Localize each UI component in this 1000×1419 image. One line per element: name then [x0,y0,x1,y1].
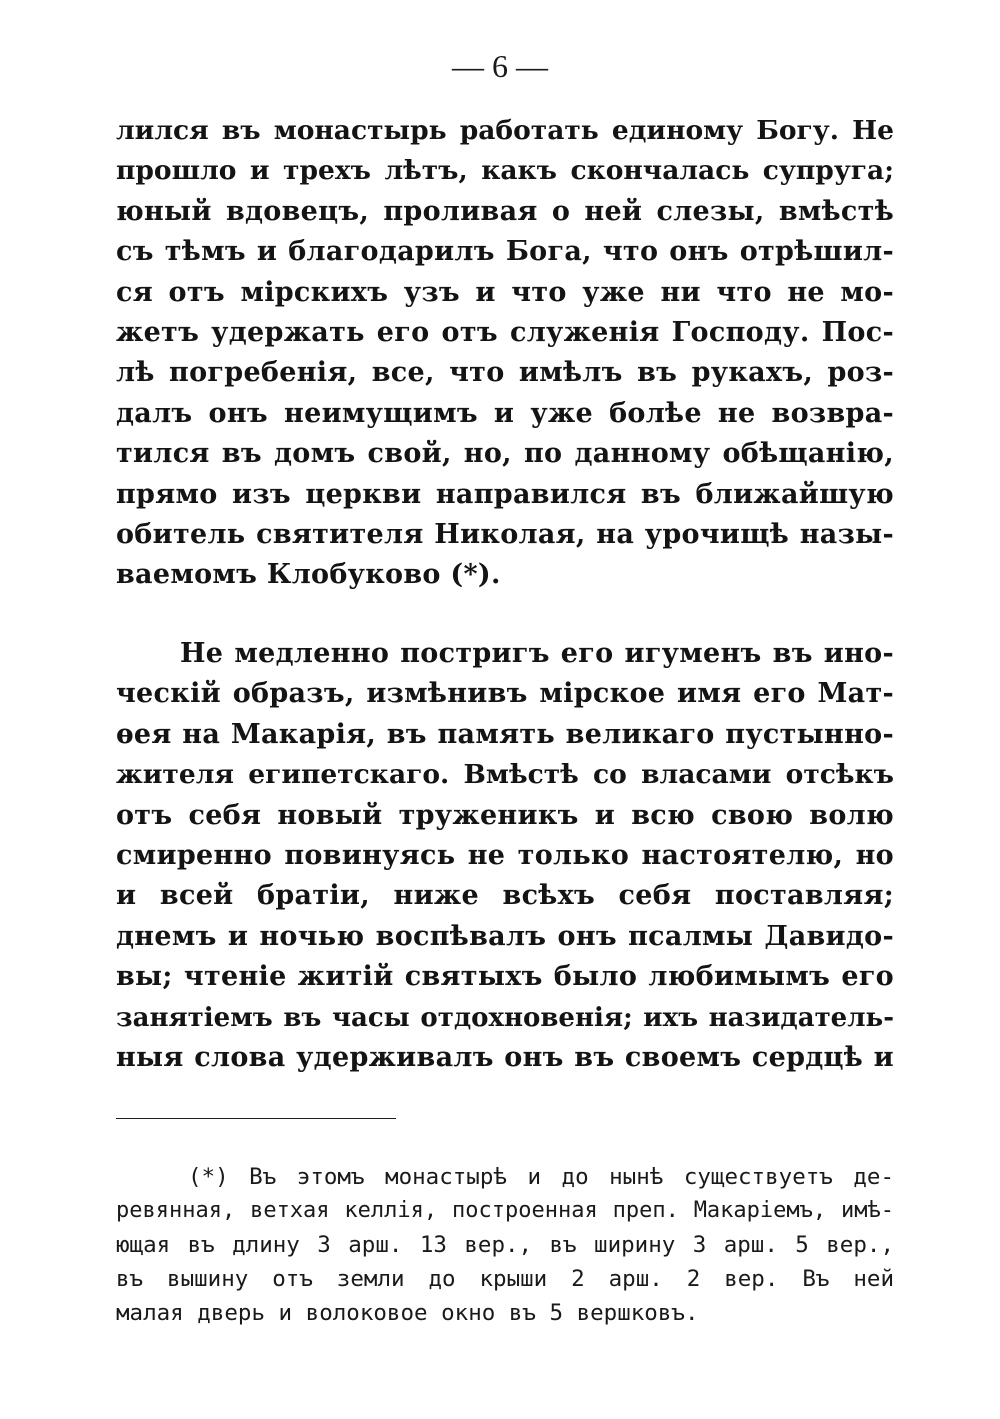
footnote-line: ющая въ длину 3 арш. 13 вер., въ ширину 3 арш. 5 вер., [116,1232,894,1258]
text-line: тился въ домъ свой, но, по данному обѣщанію, [116,438,894,470]
text-line: вы; чтеніе житій святыхъ было любимымъ его [116,961,894,993]
text-line: отъ себя новый труженикъ и всю свою волю [116,799,894,831]
text-line: днемъ и ночью воспѣвалъ онъ псалмы Давидо- [116,920,894,952]
text-line: ѳея на Макарія, въ память великаго пустынно- [116,718,894,750]
footnote-line: ревянная, ветхая келлія, построенная преп. Макаріемъ, имѣ- [116,1198,894,1223]
text-line: юный вдовецъ, проливая о ней слезы, вмѣстѣ [116,195,894,227]
text-line: прошло и трехъ лѣтъ, какъ скончалась супруга; [116,155,894,187]
text-line: прямо изъ церкви направился въ ближайшую [116,478,894,510]
paragraph-1 [116,111,894,596]
text-line: ся отъ мірскихъ узъ и что уже ни что не мо- [116,276,894,308]
text-line: ныя слова удерживалъ онъ въ своемъ сердцѣ и [116,1041,894,1073]
footnote [116,1160,894,1330]
text-line: жетъ удержать его отъ служенія Господу. Пос- [116,316,894,348]
text-line: лился въ монастырь работать единому Богу. Не [116,115,894,146]
footnote-line: въ вышину отъ земли до крыши 2 арш. 2 вер. Въ ней [116,1266,894,1292]
page-number: — 6 — [452,48,548,84]
text-line: обитель святителя Николая, на урочищѣ назы- [116,518,894,550]
text-line: ваемомъ Клобуково (*). [116,559,501,591]
text-line: занятіемъ въ часы отдохновенія; ихъ назидатель- [116,1002,894,1033]
text-line: ческій образъ, измѣнивъ мірское имя его Мат- [116,678,894,710]
text-line: съ тѣмъ и благодарилъ Бога, что онъ отрѣшил- [116,236,894,268]
footnote-line: (*) Въ этомъ монастырѣ и до нынѣ существуетъ де- [188,1164,894,1190]
footnote-divider [116,1118,396,1119]
text-line: лѣ погребенія, все, что имѣлъ въ рукахъ, роз- [116,357,894,389]
text-line: и всей братіи, ниже всѣхъ себя поставляя; [116,880,894,912]
text-line: смиренно повинуясь не только настоятелю, но [116,839,894,871]
paragraph-2 [116,634,894,1078]
text-line: далъ онъ неимущимъ и уже болѣе не возвра- [116,397,894,429]
text-line: Не медленно постригъ его игуменъ въ ино- [180,638,894,669]
footnote-line: малая дверь и волоковое окно въ 5 вершковъ. [116,1300,699,1326]
text-line: жителя египетскаго. Вмѣстѣ со власами отсѣкъ [116,759,894,791]
